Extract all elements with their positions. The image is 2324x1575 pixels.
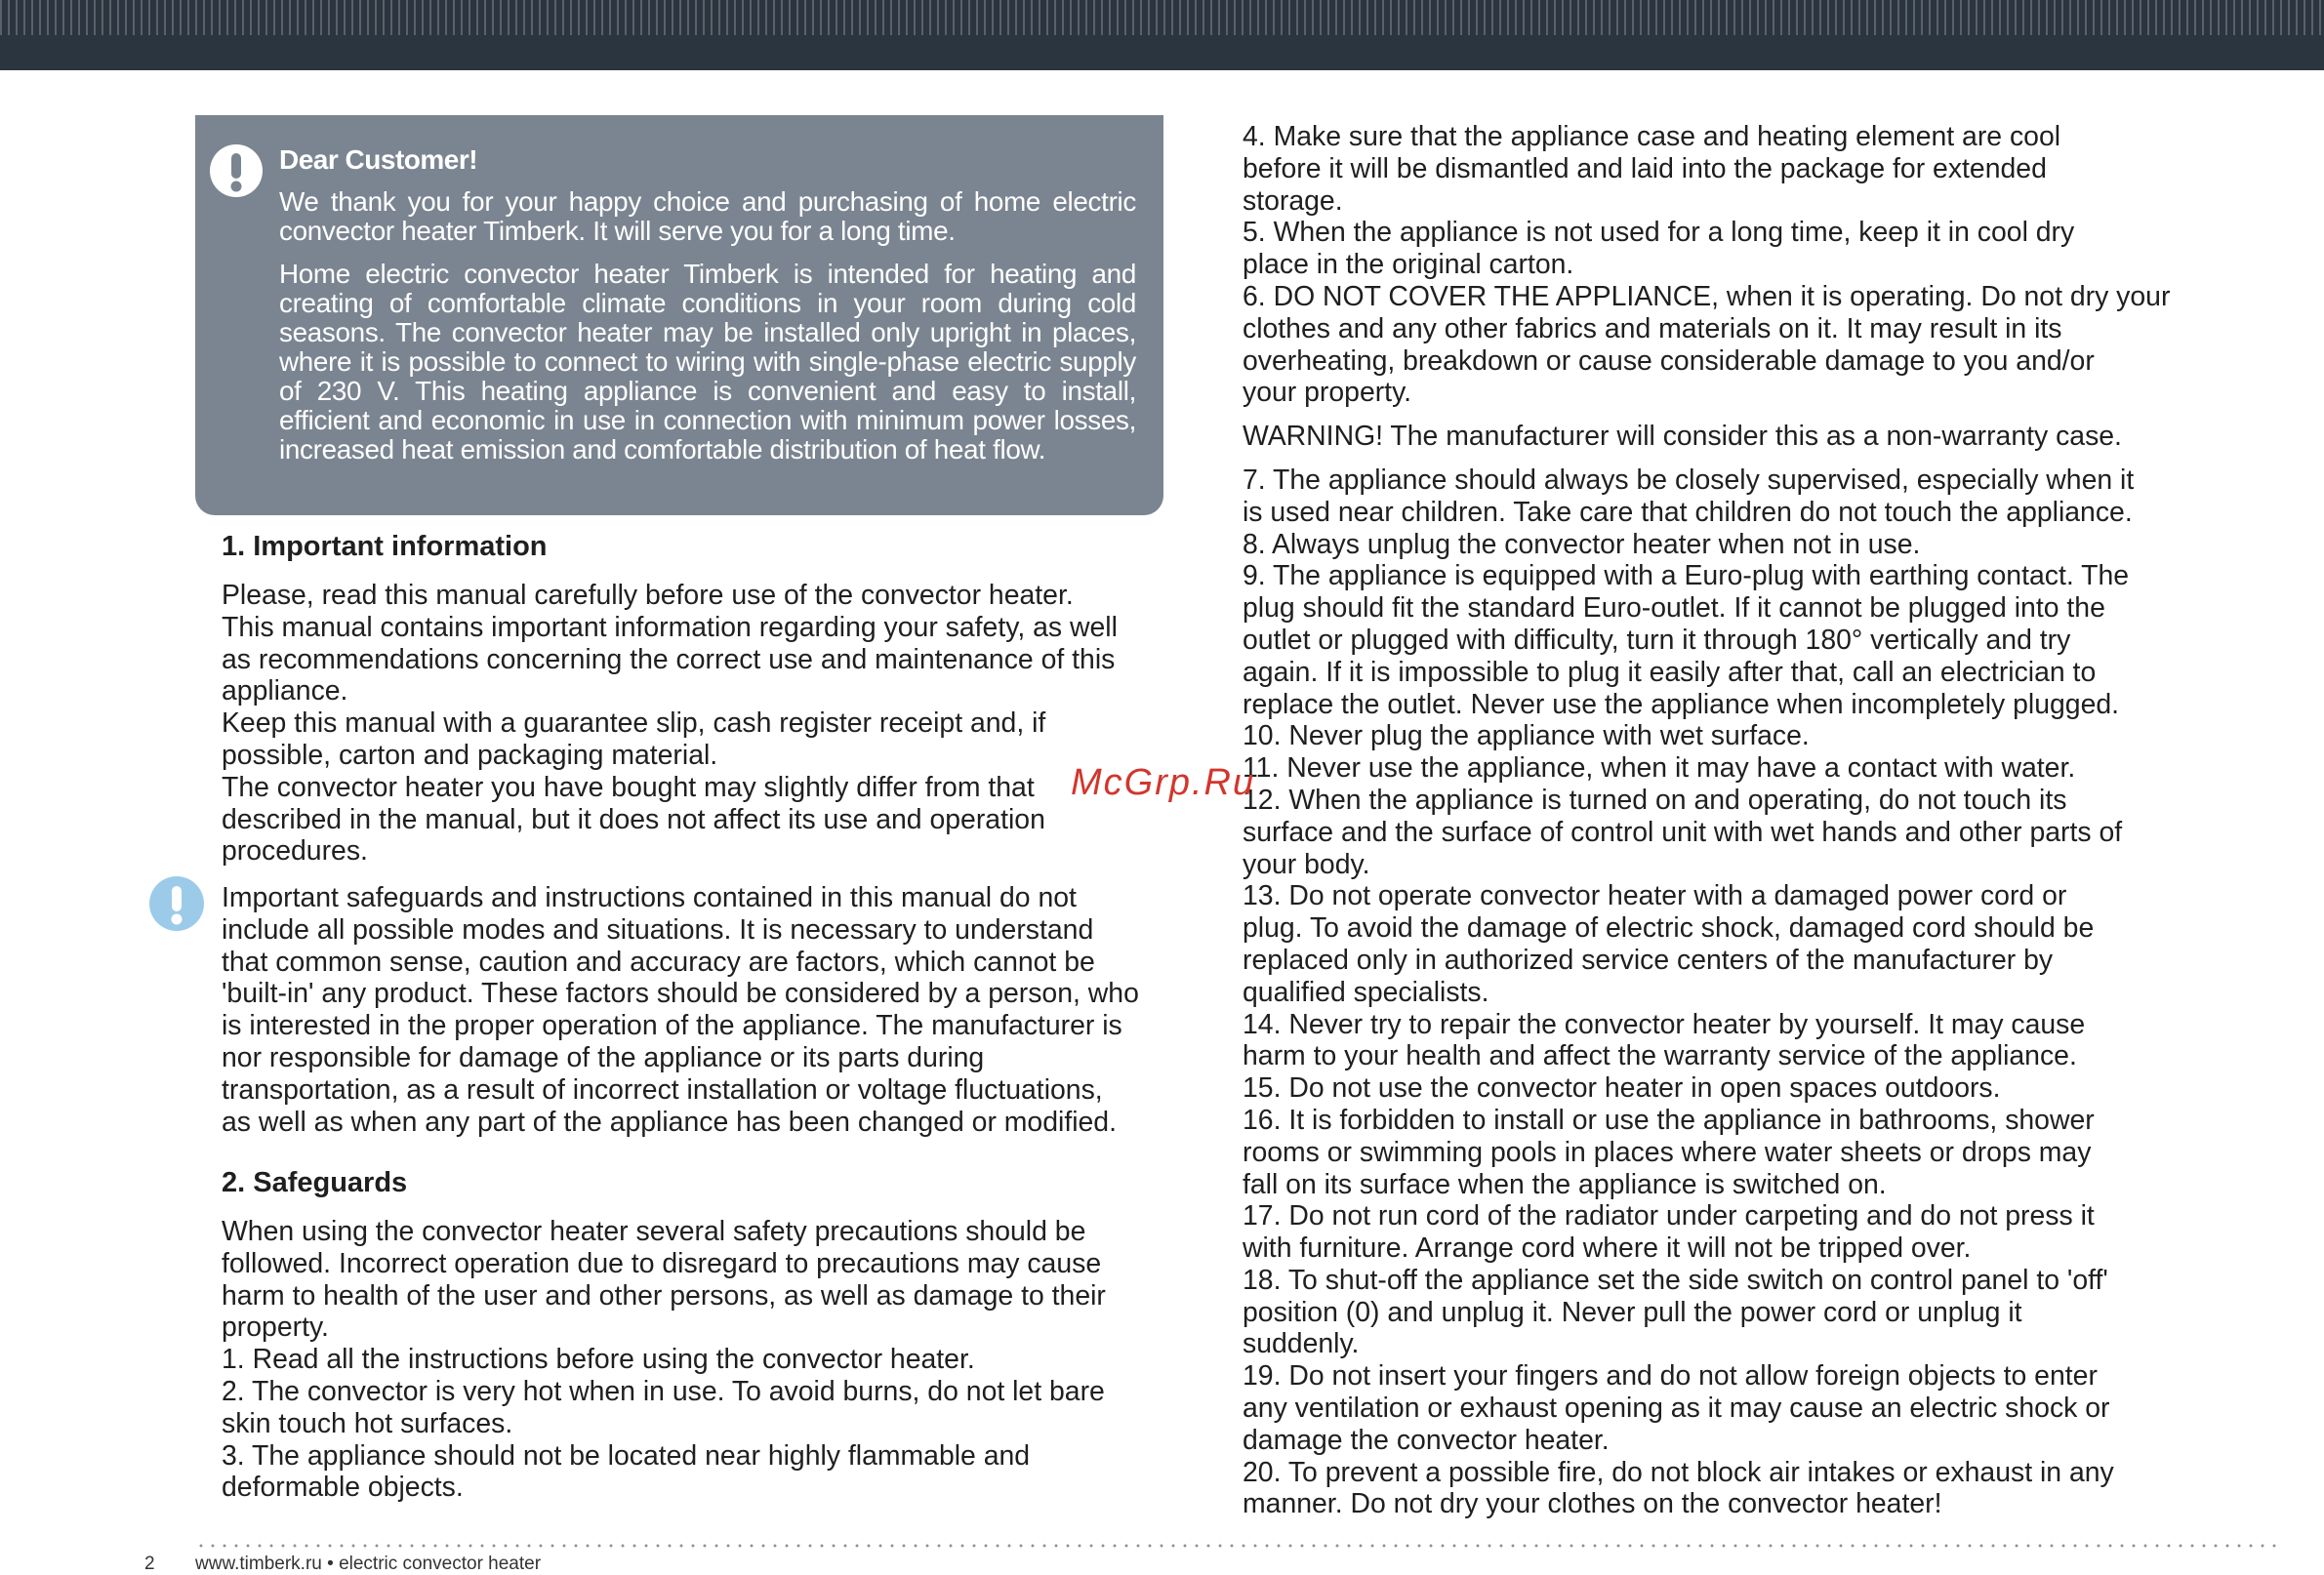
text-line: harm to health of the user and other persons, as well as damage to their [222, 1279, 1106, 1312]
top-stripe-bar [0, 0, 2324, 70]
text-line: is used near children. Take care that children do not touch the appliance. [1243, 496, 2133, 528]
text-line: 4. Make sure that the appliance case and heating element are cool [1243, 121, 2061, 152]
text-line: Important safeguards and instructions contained in this manual do not [222, 882, 1077, 913]
text-line: suddenly. [1243, 1328, 1360, 1360]
text-line: Please, read this manual carefully before use of the convector heater. [222, 580, 1074, 611]
text-line: plug. To avoid the damage of electric shock, damaged cord should be [1243, 912, 2095, 945]
notice-title: Dear Customer! [279, 144, 478, 175]
text-line: include all possible modes and situations. It is necessary to understand [222, 913, 1094, 946]
text-line: 'built-in' any product. These factors should be considered by a person, who [222, 978, 1139, 1010]
text-line: 19. Do not insert your fingers and do not allow foreign objects to enter [1243, 1360, 2098, 1393]
text-line: plug should fit the standard Euro-outlet. If it cannot be plugged into the [1243, 592, 2105, 625]
text-line: The convector heater you have bought may slightly differ from that [222, 771, 1035, 803]
exclamation-icon [210, 144, 263, 197]
text-line: harm to your health and affect the warranty service of the appliance. [1243, 1040, 2077, 1072]
text-line: outlet or plugged with difficulty, turn it through 180° vertically and try [1243, 624, 2071, 656]
notice-paragraph-1: We thank you for your happy choice and purchasing of home electric convector heater Timberk. It will serve you for a long time. [279, 186, 1136, 246]
text-line: When using the convector heater several safety precautions should be [222, 1216, 1086, 1247]
text-line: any ventilation or exhaust opening as it may cause an electric shock or [1243, 1393, 2110, 1425]
text-line: that common sense, caution and accuracy are factors, which cannot be [222, 946, 1095, 978]
text-line: as recommendations concerning the correct use and maintenance of this [222, 643, 1116, 675]
text-line: 1. Read all the instructions before using the convector heater. [222, 1344, 975, 1376]
text-line: overheating, breakdown or cause considerable damage to you and/or [1243, 344, 2095, 377]
text-line: 13. Do not operate convector heater with a damaged power cord or [1243, 880, 2067, 912]
text-line: your body. [1243, 848, 1370, 880]
text-line: appliance. [222, 675, 348, 707]
text-line: skin touch hot surfaces. [222, 1407, 513, 1439]
text-line: qualified specialists. [1243, 976, 1489, 1008]
text-line: 6. DO NOT COVER THE APPLIANCE, when it is operating. Do not dry your [1243, 280, 2171, 312]
text-line: manner. Do not dry your clothes on the convector heater! [1243, 1488, 1942, 1520]
text-line: deformable objects. [222, 1472, 464, 1504]
important-note [222, 882, 1188, 1138]
text-line: 8. Always unplug the convector heater when not in use. [1243, 528, 1921, 560]
safeguards-7-20 [1243, 464, 2238, 1520]
section-2-heading: 2. Safeguards [222, 1167, 408, 1198]
right-column [1243, 121, 2238, 1520]
text-line: Keep this manual with a guarantee slip, cash register receipt and, if [222, 707, 1046, 740]
text-line: with furniture. Arrange cord where it will not be tripped over. [1243, 1232, 1972, 1265]
warning-text: WARNING! The manufacturer will consider this as a non-warranty case. [1243, 421, 2122, 453]
text-line: This manual contains important information regarding your safety, as well [222, 611, 1118, 643]
text-line: 11. Never use the appliance, when it may have a contact with water. [1243, 752, 2076, 785]
text-line: possible, carton and packaging material. [222, 739, 718, 771]
text-line: again. If it is impossible to plug it easily after that, call an electrician to [1243, 656, 2097, 688]
text-line: replace the outlet. Never use the appliance when incompletely plugged. [1243, 688, 2120, 720]
dear-customer-notice [195, 115, 1163, 515]
text-line: 17. Do not run cord of the radiator under carpeting and do not press it [1243, 1200, 2095, 1232]
text-line: transportation, as a result of incorrect installation or voltage fluctuations, [222, 1073, 1103, 1106]
text-line: 9. The appliance is equipped with a Euro-plug with earthing contact. The [1243, 560, 2130, 592]
text-line: clothes and any other fabrics and materials on it. It may result in its [1243, 312, 2062, 344]
section-1-body [222, 580, 1178, 868]
text-line: 3. The appliance should not be located near highly flammable and [222, 1439, 1031, 1472]
text-line: fall on its surface when the appliance is switched on. [1243, 1168, 1887, 1200]
text-line: place in the original carton. [1243, 249, 1574, 281]
section-2-body [222, 1216, 1178, 1504]
text-line: 2. The convector is very hot when in use. To avoid burns, do not let bare [222, 1375, 1105, 1407]
text-line: 14. Never try to repair the convector heater by yourself. It may cause [1243, 1008, 2086, 1040]
text-line: replaced only in authorized service centers of the manufacturer by [1243, 944, 2054, 976]
text-line: 16. It is forbidden to install or use the appliance in bathrooms, shower [1243, 1104, 2095, 1136]
text-line: is interested in the proper operation of the appliance. The manufacturer is [222, 1010, 1122, 1042]
text-line: 15. Do not use the convector heater in open spaces outdoors. [1243, 1072, 2001, 1105]
section-1-heading: 1. Important information [222, 531, 548, 562]
footer-text: www.timberk.ru • electric convector heater [195, 1554, 542, 1574]
text-line: as well as when any part of the appliance has been changed or modified. [222, 1106, 1117, 1138]
text-line: position (0) and unplug it. Never pull the power cord or unplug it [1243, 1296, 2022, 1328]
text-line: 7. The appliance should always be closely supervised, especially when it [1243, 464, 2135, 496]
text-line: rooms or swimming pools in places where water sheets or drops may [1243, 1136, 2092, 1168]
text-line: procedures. [222, 835, 368, 868]
text-line: described in the manual, but it does not affect its use and operation [222, 803, 1045, 835]
text-line: your property. [1243, 377, 1412, 409]
page-number: 2 [144, 1554, 155, 1574]
text-line: damage the convector heater. [1243, 1424, 1610, 1456]
text-line: property. [222, 1312, 329, 1344]
text-line: 10. Never plug the appliance with wet surface. [1243, 720, 1810, 752]
text-line: 18. To shut-off the appliance set the side switch on control panel to 'off' [1243, 1264, 2108, 1296]
safeguards-4-6 [1243, 121, 2238, 409]
watermark: McGrp.Ru [1071, 762, 1256, 803]
text-line: 20. To prevent a possible fire, do not block air intakes or exhaust in any [1243, 1456, 2114, 1488]
text-line: before it will be dismantled and laid into the package for extended [1243, 152, 2047, 184]
info-exclamation-icon [149, 876, 204, 931]
text-line: 5. When the appliance is not used for a long time, keep it in cool dry [1243, 217, 2075, 249]
text-line: surface and the surface of control unit with wet hands and other parts of [1243, 816, 2123, 848]
notice-paragraph-2: Home electric convector heater Timberk is intended for heating and creating of comfortable climate conditions in your room during cold seasons. The convector heater may be installed only upright in places, where it is possible to connect to wiring with single-phase electric supply of 230 V. This heating appliance is convenient and easy to install, efficient and economic in use in connection with minimum power losses, increased heat emission and comfortable distribution of heat flow. [279, 259, 1136, 464]
text-line: nor responsible for damage of the appliance or its parts during [222, 1041, 985, 1073]
text-line: 12. When the appliance is turned on and operating, do not touch its [1243, 784, 2067, 816]
text-line: storage. [1243, 184, 1343, 217]
text-line: followed. Incorrect operation due to disregard to precautions may cause [222, 1247, 1102, 1279]
footer-dotted-divider [195, 1544, 2284, 1548]
